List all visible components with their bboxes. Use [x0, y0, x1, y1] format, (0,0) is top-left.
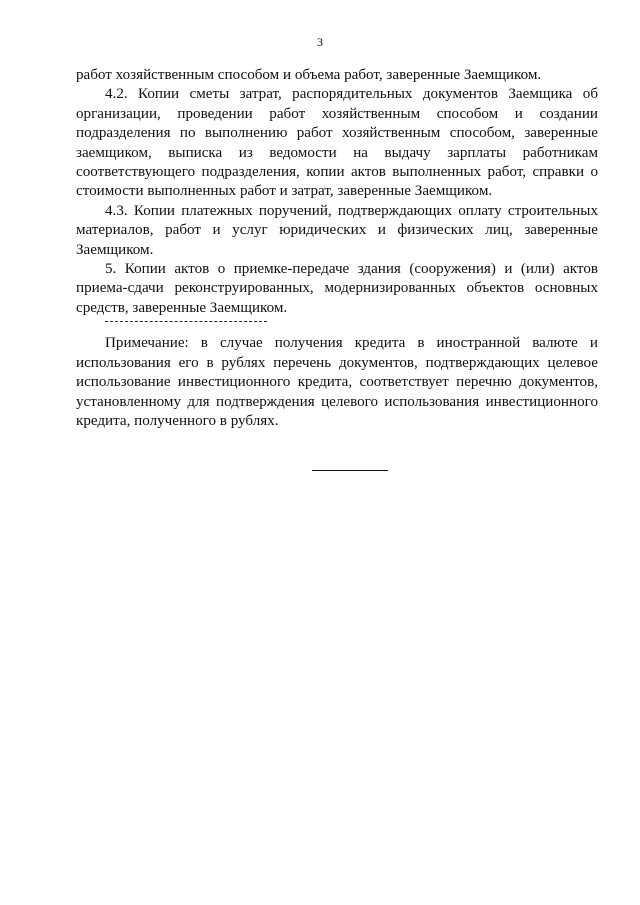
- end-of-document-rule: [312, 470, 388, 471]
- document-body: [76, 66, 598, 431]
- paragraph-4-3: 4.3. Копии платежных поручений, подтверждающих оплату строительных материалов, работ и услуг юридических и физических лиц, заверенные Заемщиком.: [76, 202, 598, 258]
- page-number: 3: [317, 35, 323, 49]
- paragraph-5: 5. Копии актов о приемке-передаче здания (сооружения) и (или) актов приема-сдачи реконструированных, модернизированных объектов основных средств, заверенные Заемщиком.: [76, 261, 598, 316]
- footnote-separator: [105, 321, 267, 322]
- paragraph-continuation: работ хозяйственным способом и объема работ, заверенные Заемщиком.: [76, 67, 542, 83]
- note-paragraph: Примечание: в случае получения кредита в иностранной валюте и использования его в рублях перечень документов, подтверждающих целевое использование инвестиционного кредита, соответствует перечню документов, установленному для подтверждения целевого использования инвестиционного кредита, полученного в рублях.: [76, 335, 598, 429]
- paragraph-4-2: 4.2. Копии сметы затрат, распорядительных документов Заемщика об организации, проведении работ хозяйственным способом и создании подразделения по выполнению работ хозяйственным способом, заверенные заемщиком, выписка из ведомости на выдачу зарплаты работникам соответствующего подразделения, копии актов выполненных работ, справки о стоимости выполненных работ и затрат, заверенные Заемщиком.: [76, 86, 598, 200]
